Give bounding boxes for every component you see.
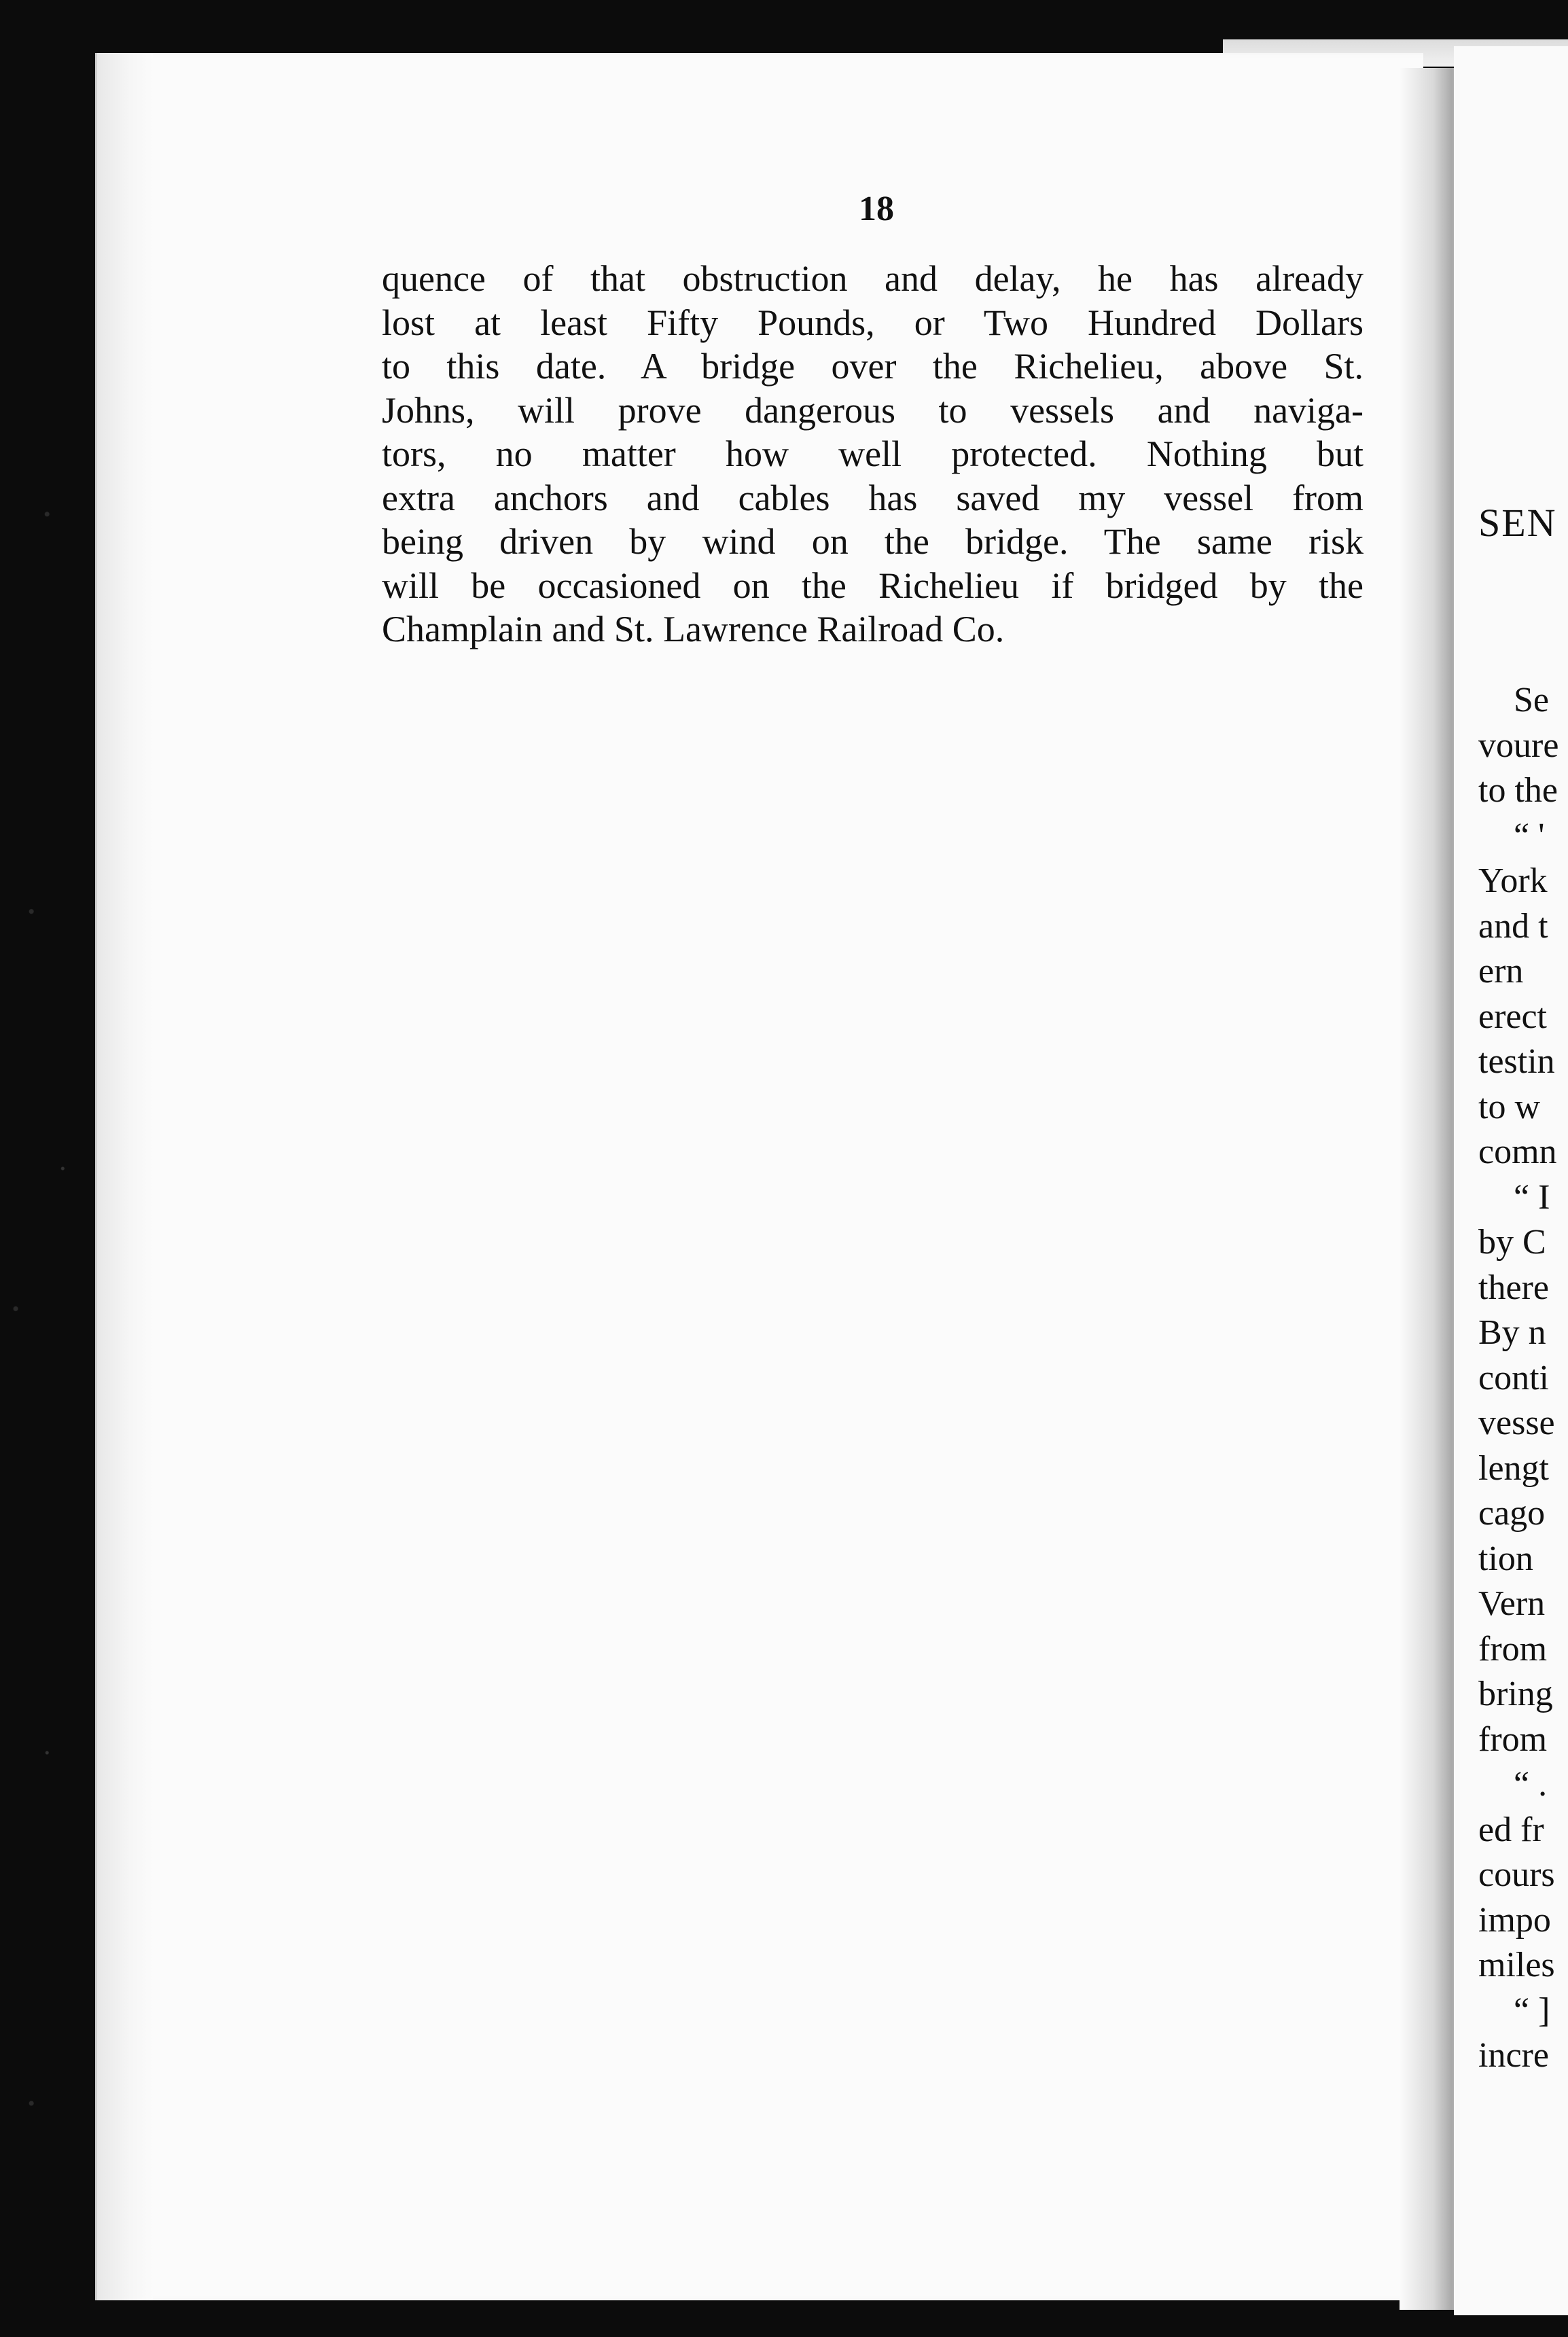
right-page-line: “ ] [1514,1991,1550,2030]
page-number: 18 [859,190,894,228]
right-page-line: testin [1478,1042,1555,1081]
right-page-line: to w [1478,1087,1540,1126]
right-page-line: bring [1478,1675,1553,1713]
right-page-line: York [1478,861,1548,900]
right-page-line: erect [1478,997,1548,1036]
text-line: extra anchors and cables has saved my vessel from [382,477,1364,518]
right-page-line: By n [1478,1313,1546,1352]
right-page-line: from [1478,1629,1548,1669]
right-page-line: impo [1478,1900,1551,1940]
right-page-line: vesse [1478,1404,1555,1442]
right-page-line: Se [1514,681,1549,719]
text-line: tors, no matter how well protected. Nothing but [382,433,1364,474]
right-page-line: to the [1478,771,1558,810]
right-page-line: cago [1478,1494,1546,1533]
text-line: lost at least Fifty Pounds, or Two Hundred Dollars [382,302,1364,343]
text-line: Johns, will prove dangerous to vessels and naviga- [382,389,1364,431]
right-page-line: lengt [1478,1448,1549,1488]
right-page-line: incre [1478,2036,1549,2075]
text-line: to this date. A bridge over the Richelieu, above St. [382,346,1364,387]
right-page-line: ern [1478,952,1524,991]
right-page-line: comn [1478,1132,1557,1171]
right-page [1454,46,1568,2315]
right-page-line: by C [1478,1223,1546,1262]
text-line: being driven by wind on the bridge. The same risk [382,521,1364,562]
right-page-text [1478,678,1558,2079]
right-page-line: from [1478,1719,1548,1759]
right-page-line: voure [1478,726,1559,765]
right-page-line: Vern [1478,1584,1546,1623]
right-page-line: “ ' [1514,816,1545,855]
right-page-line: “ I [1514,1177,1550,1217]
page-body-text [382,257,1364,652]
right-page-line: cours [1478,1855,1555,1894]
right-page-line: ed fr [1478,1810,1544,1849]
left-page-binding-edge [95,53,153,2300]
right-page-line: miles [1478,1946,1555,1984]
text-line: quence of that obstruction and delay, he has already [382,258,1364,299]
right-page-heading: SEN [1478,501,1557,545]
text-line: will be occasioned on the Richelieu if bridged by the [382,565,1364,606]
text-line: Champlain and St. Lawrence Railroad Co. [382,609,1005,649]
right-page-line: tion [1478,1539,1533,1578]
right-page-line: there [1478,1268,1549,1307]
right-page-line: and t [1478,906,1548,946]
right-page-line: conti [1478,1358,1549,1397]
right-page-line: “ . [1514,1765,1548,1804]
